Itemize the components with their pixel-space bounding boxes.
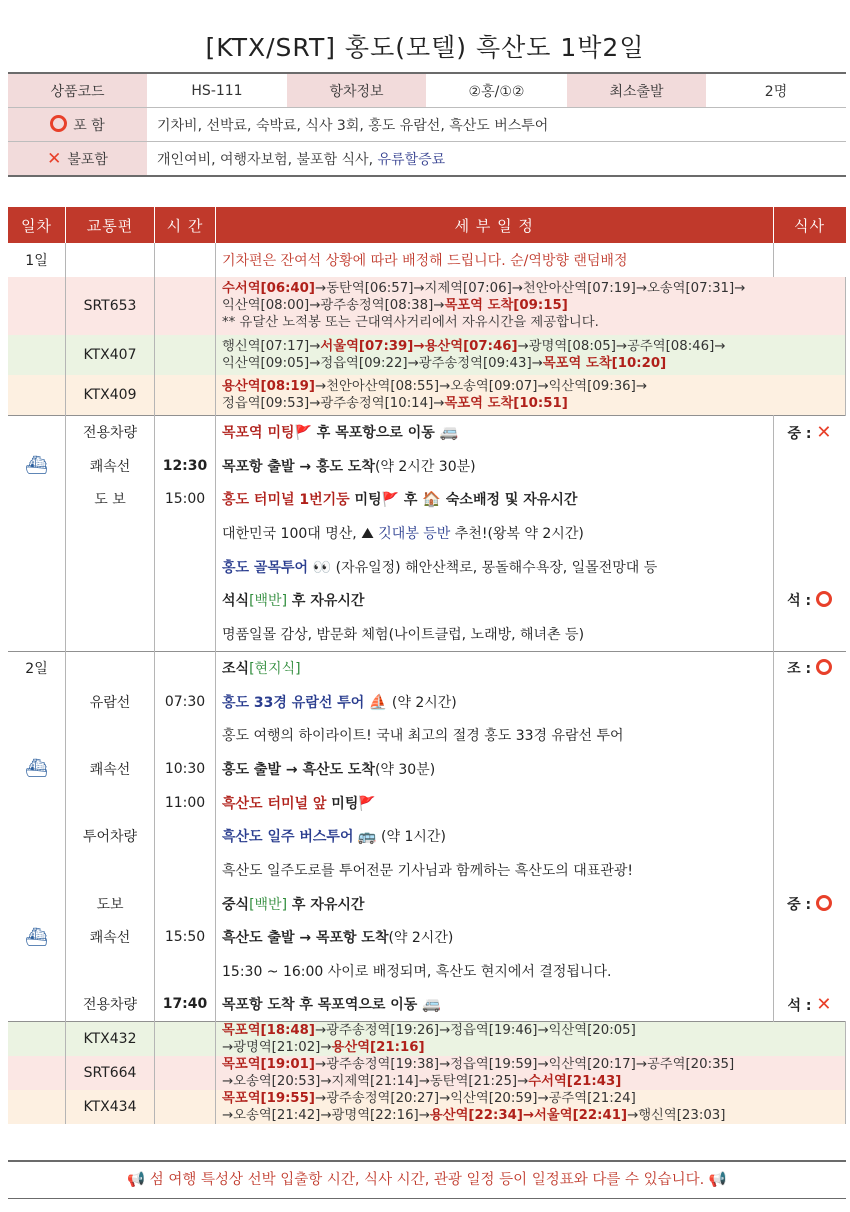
ferry-icon: ⛴ <box>25 758 48 780</box>
product-code: HS-111 <box>147 73 287 108</box>
table-row: 15:30 ~ 16:00 사이로 배정되며, 흑산도 현지에서 결정됩니다. <box>8 954 846 988</box>
min-departure: 2명 <box>706 73 846 108</box>
ferry-icon: ⛴ <box>25 455 48 477</box>
table-row: 홍도 여행의 하이라이트! 국내 최고의 절경 홍도 33경 유람선 투어 <box>8 718 846 752</box>
table-row: 2일 조식[현지식] 조 : <box>8 651 846 685</box>
train-name: SRT664 <box>66 1056 155 1090</box>
van-icon: 🚐 <box>439 423 459 442</box>
train-row-ktx407: KTX407 행신역[07:17]→서울역[07:39]→용산역[07:46]→광명역[08:05]→공주역[08:46]→ 익산역[09:05]→정읍역[09:22]→광주송정역[09:43]→목포역 도착[10:20] <box>8 335 846 375</box>
train-row-ktx434: KTX434 목포역[19:55]→광주송정역[20:27]→익산역[20:59]→공주역[21:24] →오송역[21:42]→광명역[22:16]→용산역[22:34]→서울역[22:41]→행신역[23:03] <box>8 1090 846 1124</box>
table-row: ⛴ 쾌속선 12:30 목포항 출발 → 홍도 도착(약 2시간 30분) <box>8 449 846 483</box>
train-row-srt653: SRT653 수서역[06:40]→동탄역[06:57]→지제역[07:06]→천안아산역[07:19]→오송역[07:31]→ 익산역[08:00]→광주송정역[08:38]→목포역 도착[09:15] ** 유달산 노적봉 또는 근대역사거리에서 자유시간을 제공합니다. <box>8 277 846 335</box>
megaphone-icon: 📢 <box>127 1172 146 1188</box>
product-code-label: 상품코드 <box>8 73 147 108</box>
footer-notice: 📢 섬 여행 특성상 선박 입출항 시간, 식사 시간, 관광 일정 등이 일정표와 다를 수 있습니다. 📢 <box>8 1160 846 1199</box>
excluded-label: ✕ 불포함 <box>8 142 147 177</box>
header-day: 일차 <box>8 207 66 243</box>
table-row: ⛴ 쾌속선 10:30 홍도 출발 → 흑산도 도착(약 30분) <box>8 752 846 786</box>
circle-icon <box>50 115 67 132</box>
table-row: ⛴ 쾌속선 15:50 흑산도 출발 → 목포항 도착(약 2시간) <box>8 921 846 955</box>
train-row-srt664: SRT664 목포역[19:01]→광주송정역[19:38]→정읍역[19:59]→익산역[20:17]→공주역[20:35] →오송역[20:53]→지제역[21:14]→동탄역[21:25]→수서역[21:43] <box>8 1056 846 1090</box>
flag-icon: 🚩 <box>358 795 376 812</box>
meal-excluded-icon: ✕ <box>816 421 832 443</box>
table-row: 홍도 골목투어 👀 (자유일정) 해안산책로, 몽돌해수욕장, 일몰전망대 등 <box>8 550 846 584</box>
bus-icon: 🚌 <box>357 827 377 846</box>
meal-included-icon <box>816 591 832 607</box>
table-row: 유람선 07:30 홍도 33경 유람선 투어 ⛵ (약 2시간) <box>8 685 846 719</box>
train-notice: 기차편은 잔여석 상황에 따라 배정해 드립니다. 순/역방향 랜덤배정 <box>216 243 774 277</box>
header-transport: 교통편 <box>66 207 155 243</box>
megaphone-icon: 📢 <box>708 1172 727 1188</box>
meal-excluded-icon: ✕ <box>816 993 832 1015</box>
table-row: 명품일몰 감상, 밤문화 체험(나이트클럽, 노래방, 해녀촌 등) <box>8 617 846 651</box>
x-icon: ✕ <box>47 148 62 169</box>
ferry-info-label: 항차정보 <box>287 73 426 108</box>
table-row: 전용차량 17:40 목포항 도착 후 목포역으로 이동 🚐 석 : ✕ <box>8 988 846 1022</box>
table-row: 석식[백반] 후 자유시간 석 : <box>8 584 846 618</box>
table-row: 대한민국 100대 명산, ⛰ 깃대봉 등반 추천!(왕복 약 2시간) <box>8 516 846 550</box>
eyes-icon: 👀 <box>312 557 332 576</box>
ferry-icon: ⛴ <box>25 926 48 948</box>
header-meal: 식사 <box>773 207 846 243</box>
excluded-items: 개인여비, 여행자보험, 불포함 식사, 유류할증료 <box>147 142 846 177</box>
header-detail: 세 부 일 정 <box>216 207 774 243</box>
van-icon: 🚐 <box>422 995 441 1014</box>
train-name: KTX434 <box>66 1090 155 1124</box>
product-info-table <box>8 72 846 177</box>
train-name: SRT653 <box>66 277 155 335</box>
train-name: KTX432 <box>66 1022 155 1057</box>
train-name: KTX409 <box>66 375 155 416</box>
train-name: KTX407 <box>66 335 155 375</box>
meal-included-icon <box>816 895 832 911</box>
flag-icon: 🚩 <box>381 492 400 509</box>
day-label: 1일 <box>8 243 66 277</box>
train-row-ktx432: KTX432 목포역[18:48]→광주송정역[19:26]→정읍역[19:46]→익산역[20:05] →광명역[21:02]→용산역[21:16] <box>8 1022 846 1057</box>
house-icon: 🏠 <box>422 490 442 509</box>
page-title: [KTX/SRT] 홍도(모텔) 흑산도 1박2일 <box>205 33 645 62</box>
min-departure-label: 최소출발 <box>567 73 706 108</box>
schedule-table <box>8 207 846 1124</box>
included-items: 기차비, 선박료, 숙박료, 식사 3회, 홍도 유람선, 흑산도 버스투어 <box>147 108 846 142</box>
ferry-info: ②홍/①② <box>426 73 567 108</box>
sailboat-icon: ⛵ <box>368 692 388 711</box>
meal-included-icon <box>816 659 832 675</box>
flag-icon: 🚩 <box>294 425 312 442</box>
included-label: 포 함 <box>8 108 147 142</box>
table-row: 도 보 15:00 홍도 터미널 1번기둥 미팅🚩 후 🏠 숙소배정 및 자유시간 <box>8 483 846 517</box>
table-row: 흑산도 일주도로를 투어전문 기사님과 함께하는 흑산도의 대표관광! <box>8 853 846 887</box>
table-row: 11:00 흑산도 터미널 앞 미팅🚩 <box>8 786 846 820</box>
day-label: 2일 <box>8 651 66 685</box>
header-time: 시 간 <box>155 207 216 243</box>
table-row: 도보 중식[백반] 후 자유시간 중 : <box>8 887 846 921</box>
train-row-ktx409: KTX409 용산역[08:19]→천안아산역[08:55]→오송역[09:07]→익산역[09:36]→ 정읍역[09:53]→광주송정역[10:14]→목포역 도착[10:51] <box>8 375 846 416</box>
table-row: 투어차량 흑산도 일주 버스투어 🚌 (약 1시간) <box>8 819 846 853</box>
table-row <box>8 243 846 277</box>
mountain-icon: ⛰ <box>361 524 374 543</box>
table-row: 전용차량 목포역 미팅🚩 후 목포항으로 이동 🚐 중 : ✕ <box>8 415 846 449</box>
